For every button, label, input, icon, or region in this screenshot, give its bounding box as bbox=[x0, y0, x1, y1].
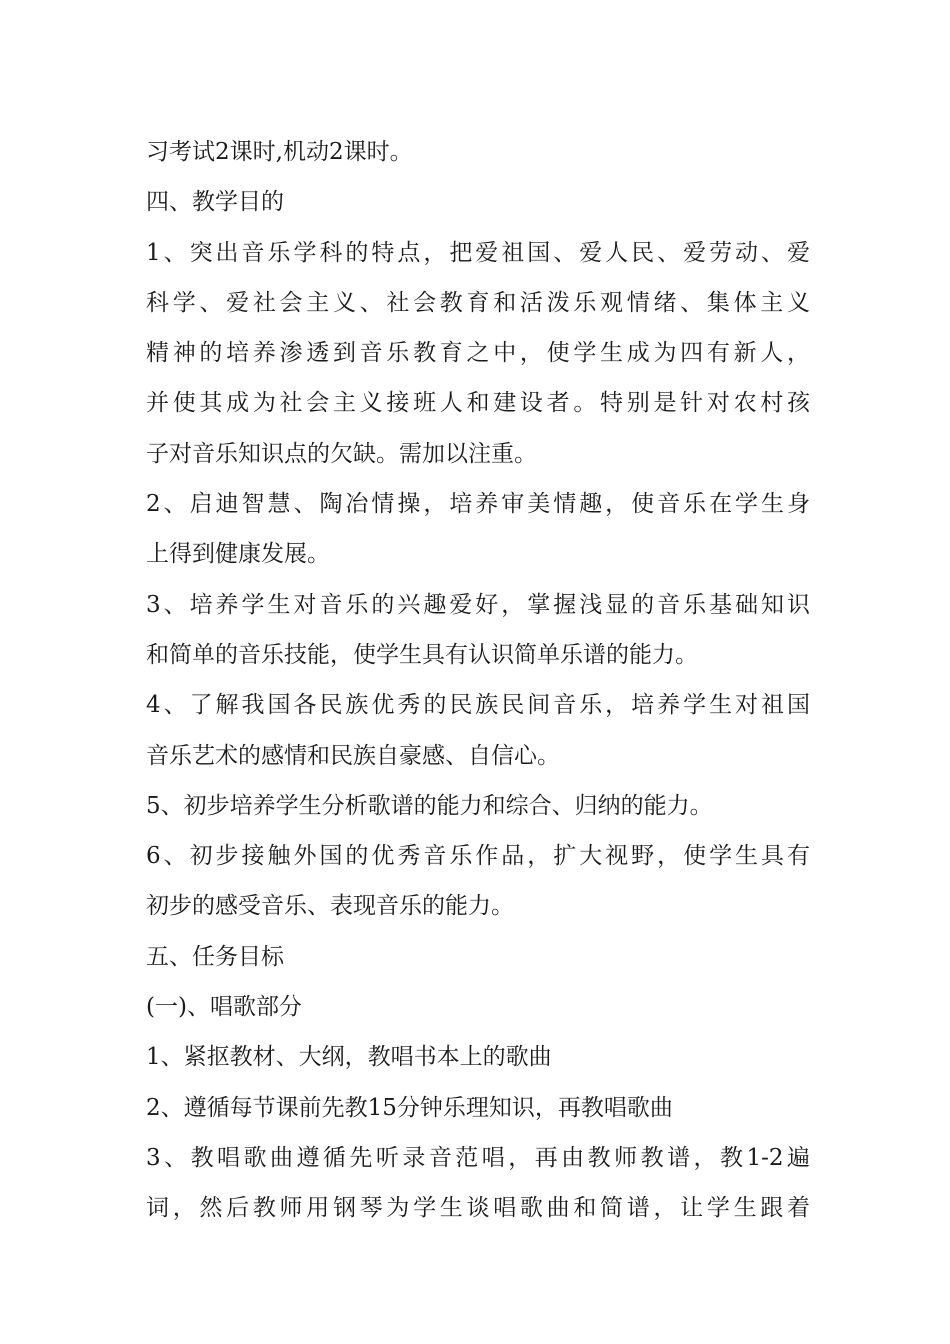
text-line: 初步的感受音乐、表现音乐的能力。 bbox=[146, 893, 514, 920]
text-line: 4、了解我国各民族优秀的民族民间音乐，培养学生对祖国 bbox=[146, 692, 810, 719]
text-line: 四、教学目的 bbox=[146, 189, 284, 216]
text-line: 2、遵循每节课前先教15分钟乐理知识，再教唱歌曲 bbox=[146, 1094, 673, 1121]
text-line: 习考试2课时,机动2课时。 bbox=[146, 139, 413, 165]
text-line: 2、启迪智慧、陶冶情操，培养审美情趣，使音乐在学生身 bbox=[146, 491, 810, 518]
text-line: 音乐艺术的感情和民族自豪感、自信心。 bbox=[146, 742, 560, 769]
text-line: 五、任务目标 bbox=[146, 943, 284, 970]
text-line: 并使其成为社会主义接班人和建设者。特别是针对农村孩 bbox=[146, 390, 810, 417]
text-line: 上得到健康发展。 bbox=[146, 541, 330, 568]
text-line: 子对音乐知识点的欠缺。需加以注重。 bbox=[146, 440, 537, 467]
text-line: 3、教唱歌曲遵循先听录音范唱，再由教师教谱，教1-2遍 bbox=[146, 1144, 810, 1171]
text-line: 5、初步培养学生分析歌谱的能力和综合、归纳的能力。 bbox=[146, 792, 713, 819]
document-body bbox=[146, 127, 810, 1234]
text-line: 和简单的音乐技能，使学生具有认识简单乐谱的能力。 bbox=[146, 641, 698, 668]
text-line: 1、突出音乐学科的特点，把爱祖国、爱人民、爱劳动、爱 bbox=[146, 239, 810, 266]
text-line: 科学、爱社会主义、社会教育和活泼乐观情绪、集体主义 bbox=[146, 289, 810, 316]
text-line: 6、初步接触外国的优秀音乐作品，扩大视野，使学生具有 bbox=[146, 843, 810, 870]
text-line: 1、紧抠教材、大纲，教唱书本上的歌曲 bbox=[146, 1044, 552, 1071]
text-line: 词，然后教师用钢琴为学生谈唱歌曲和简谱，让学生跟着 bbox=[146, 1195, 810, 1222]
text-line: 精神的培养渗透到音乐教育之中，使学生成为四有新人， bbox=[146, 340, 810, 367]
text-line: (一)、唱歌部分 bbox=[146, 994, 302, 1021]
text-line: 3、培养学生对音乐的兴趣爱好，掌握浅显的音乐基础知识 bbox=[146, 591, 810, 618]
